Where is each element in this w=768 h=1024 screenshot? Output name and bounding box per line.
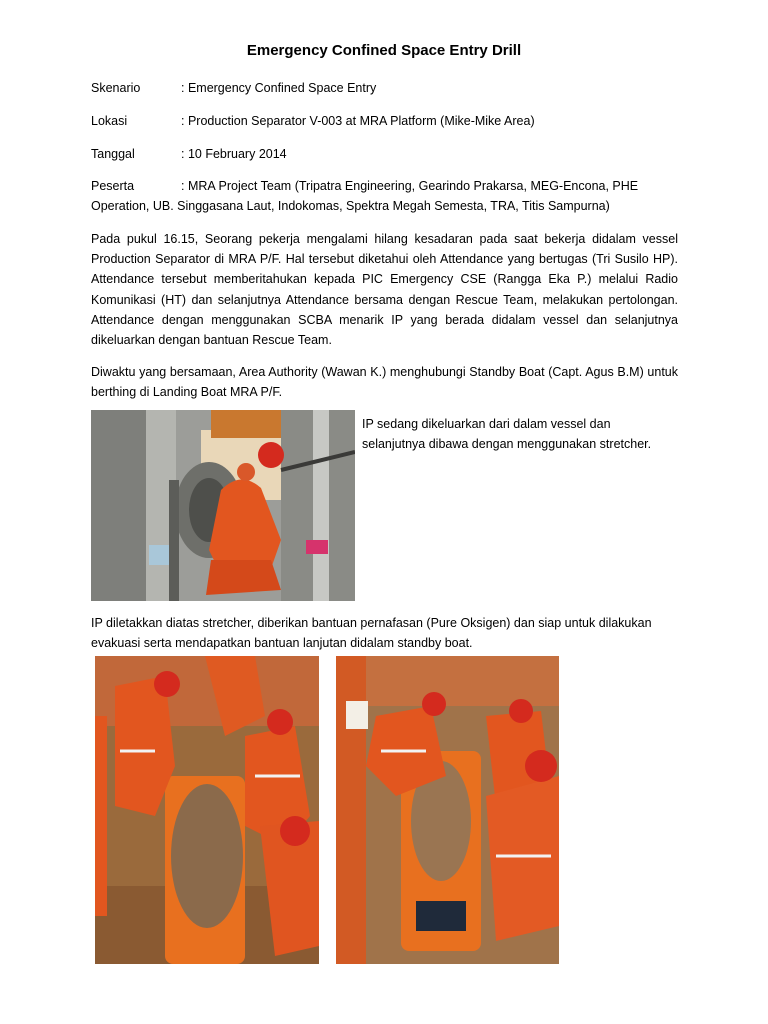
field-label: Lokasi	[91, 114, 128, 128]
photo-vessel-extraction	[91, 410, 355, 601]
field-peserta	[91, 176, 638, 216]
field-value: : Production Separator V-003 at MRA Platform (Mike-Mike Area)	[181, 114, 535, 128]
field-skenario	[91, 78, 376, 98]
field-value: : Emergency Confined Space Entry	[181, 81, 377, 95]
field-tanggal	[91, 144, 287, 164]
caption-photos-stretcher	[91, 613, 652, 653]
field-label: Tanggal	[91, 147, 135, 161]
paragraph-incident: Pada pukul 16.15, Seorang pekerja mengalami hilang kesadaran pada saat bekerja didalam vessel Production Separator di MRA P/F. Hal tersebut diketahui oleh Attendance yang bertugas (Tri Susilo HP). Attendance tersebut memberitahukan kepada PIC Emergency CSE (Rangga Eka P.) melalui Radio Komunikasi (HT) dan selanjutnya Attendance bersama dengan Rescue Team, melakukan pertolongan. Attendance dengan menggunakan SCBA menarik IP yang berada didalam vessel dan selanjutnya dikeluarkan dengan bantuan Rescue Team.	[91, 232, 678, 348]
field-label: Peserta	[91, 179, 135, 193]
caption-line: IP sedang dikeluarkan dari dalam vessel dan	[362, 417, 611, 431]
caption-line: IP diletakkan diatas stretcher, diberikan bantuan pernafasan (Pure Oksigen) dan siap untuk dilakukan	[91, 616, 652, 630]
caption-photo-1	[362, 414, 651, 454]
photo-stretcher-right	[336, 656, 559, 964]
field-lokasi	[91, 111, 535, 131]
caption-line: evakuasi serta mendapatkan bantuan lanjutan didalam standby boat.	[91, 636, 473, 650]
field-value: : MRA Project Team (Tripatra Engineering, Gearindo Prakarsa, MEG-Encona, PHE	[181, 179, 639, 193]
field-label: Skenario	[91, 81, 141, 95]
photo-stretcher-left	[95, 656, 319, 964]
paragraph-area-authority: Diwaktu yang bersamaan, Area Authority (Wawan K.) menghubungi Standby Boat (Capt. Agus B.M) untuk berthing di Landing Boat MRA P/F.	[91, 365, 678, 400]
page-title: Emergency Confined Space Entry Drill	[246, 42, 522, 59]
field-value-continued: Operation, UB. Singgasana Laut, Indokomas, Spektra Megah Semesta, TRA, Titis Sampurna)	[91, 199, 610, 213]
field-value: : 10 February 2014	[181, 147, 287, 161]
caption-line: selanjutnya dibawa dengan menggunakan stretcher.	[362, 437, 652, 451]
